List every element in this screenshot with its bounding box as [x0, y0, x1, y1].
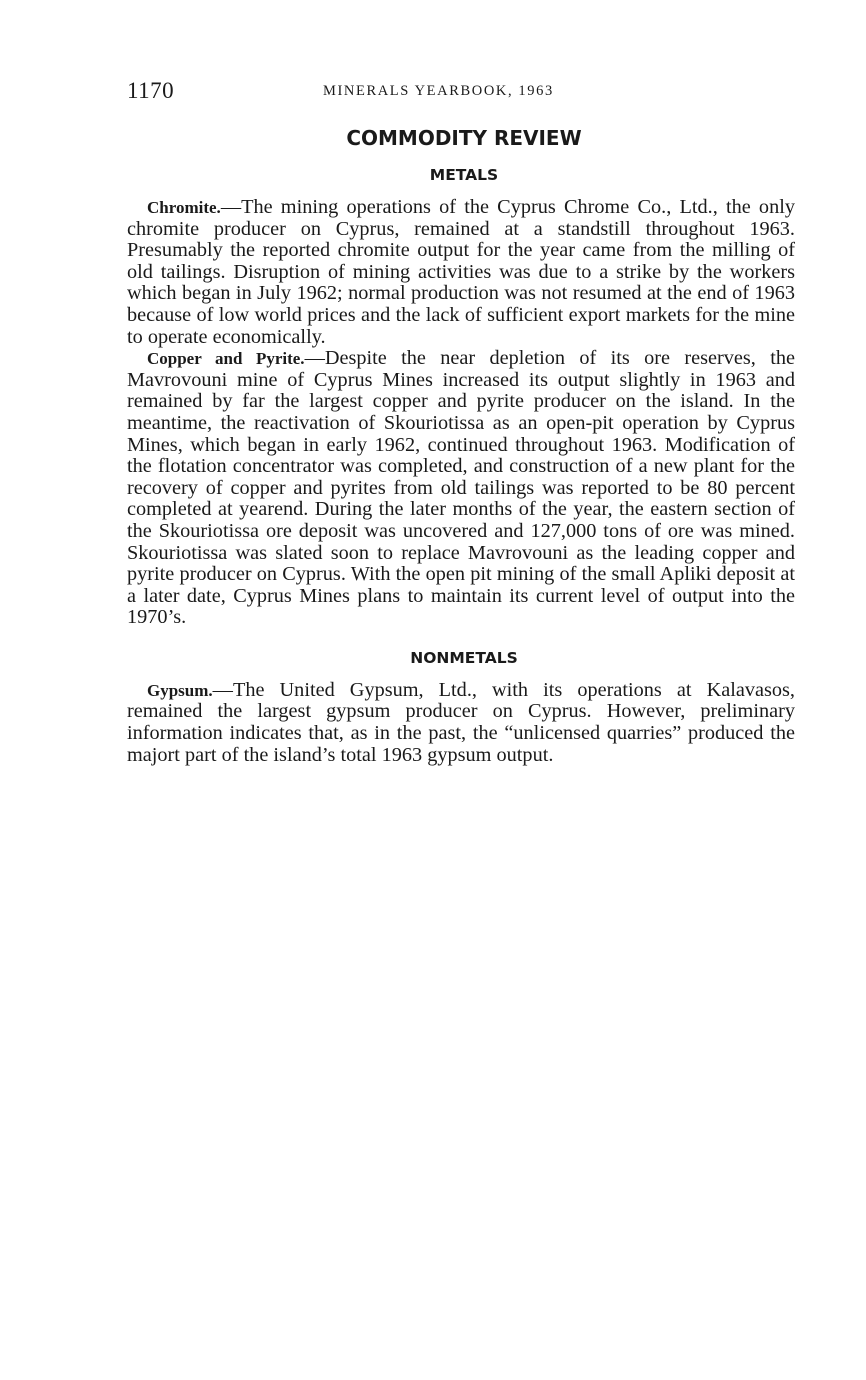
journal-title: MINERALS YEARBOOK, 1963: [323, 83, 554, 99]
chromite-lead: Chromite.: [147, 198, 221, 217]
running-header: [127, 78, 795, 108]
commodity-review-heading: COMMODITY REVIEW: [346, 126, 582, 150]
gypsum-paragraph: [127, 680, 795, 766]
page-number: 1170: [127, 78, 175, 103]
gypsum-lead: Gypsum.: [147, 680, 213, 700]
document-page: [127, 78, 795, 766]
copper-pyrite-lead: Copper and Pyrite.: [147, 349, 305, 369]
gypsum-text: —The United Gypsum, Ltd., with its operations at Kalavasos, remained the largest gypsum producer on Cyprus. However, preliminary information indicates that, as in the past, the “unlicensed quarries” produced the majort part of the island’s total 1963 gypsum output.: [127, 678, 795, 766]
nonmetals-heading: NONMETALS: [410, 648, 518, 667]
chromite-text: —The mining operations of the Cyprus Chrome Co., Ltd., the only chromite producer on Cyprus, remained at a standstill throughout 1963. Presumably the reported chromite output for the year came from the milling of old tailings. Disruption of mining activities was due to a strike by the workers which began in July 1962; normal production was not resumed at the end of 1963 because of low world prices and the lack of sufficient export markets for the mine to operate economically.: [127, 196, 795, 348]
copper-pyrite-paragraph: [127, 348, 795, 629]
metals-heading: METALS: [429, 166, 499, 184]
chromite-paragraph: [127, 197, 795, 348]
copper-pyrite-text: —Despite the near depletion of its ore reserves, the Mavrovouni mine of Cyprus Mines increased its output slightly in 1963 and remained by far the largest copper and pyrite producer on the island. In the meantime, the reactivation of Skouriotissa as an open-pit operation by Cyprus Mines, which began in early 1962, continued throughout 1963. Modification of the flotation concentrator was completed, and construction of a new plant for the recovery of copper and pyrites from old tailings was reported to be 80 percent completed at yearend. During the later months of the year, the eastern section of the Skouriotissa ore deposit was uncovered and 127,000 tons of ore was mined. Skouriotissa was slated soon to replace Mavrovouni as the leading copper and pyrite producer on Cyprus. With the open pit mining of the small Apliki deposit at a later date, Cyprus Mines plans to maintain its current level of output into the 1970’s.: [127, 347, 795, 629]
